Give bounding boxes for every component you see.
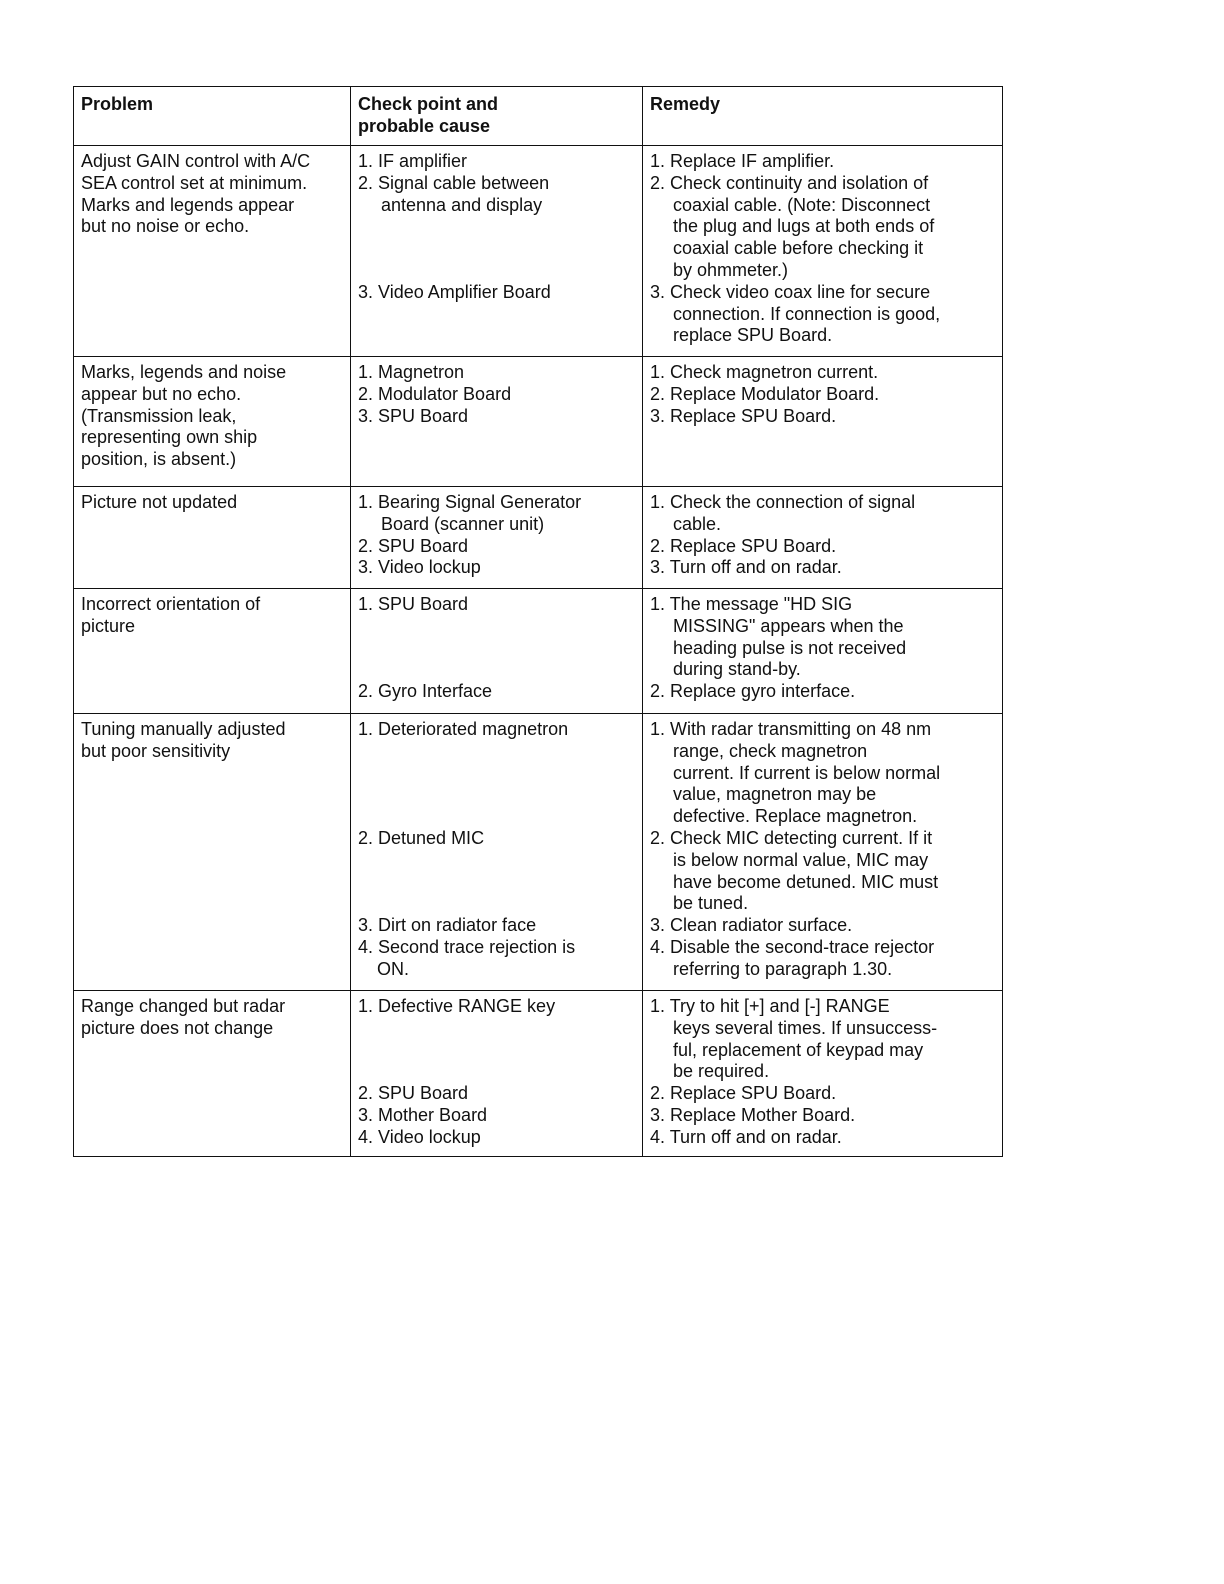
table-row bbox=[74, 990, 1002, 1156]
remedy-cell: 1. The message "HD SIG MISSING" appears when the heading pulse is not received during stand-by. 2. Replace gyro interface. bbox=[642, 589, 1002, 713]
table-row bbox=[74, 486, 1002, 588]
header-check-point: Check point and probable cause bbox=[350, 87, 642, 145]
table-row bbox=[74, 145, 1002, 356]
check-point-cell: 1. Bearing Signal Generator Board (scanner unit) 2. SPU Board 3. Video lockup bbox=[350, 487, 642, 588]
table-row bbox=[74, 356, 1002, 486]
problem-cell: Adjust GAIN control with A/C SEA control set at minimum. Marks and legends appear but no noise or echo. bbox=[81, 151, 311, 237]
problem-cell: Incorrect orientation of picture bbox=[81, 594, 261, 636]
problem-cell: Picture not updated bbox=[81, 492, 238, 512]
check-point-cell: 1. Deteriorated magnetron 2. Detuned MIC 3. Dirt on radiator face 4. Second trace rejection is ON. bbox=[350, 714, 642, 990]
header-remedy: Remedy bbox=[642, 87, 1002, 145]
check-point-cell: 1. SPU Board 2. Gyro Interface bbox=[350, 589, 642, 713]
check-point-cell: 1. Magnetron 2. Modulator Board 3. SPU Board bbox=[350, 357, 642, 486]
table-header-row bbox=[74, 87, 1002, 145]
problem-cell: Marks, legends and noise appear but no echo. (Transmission leak, representing own ship position, is absent.) bbox=[81, 362, 287, 470]
table-row bbox=[74, 713, 1002, 990]
troubleshooting-table bbox=[73, 86, 1003, 1157]
problem-cell: Range changed but radar picture does not change bbox=[81, 996, 286, 1038]
problem-cell: Tuning manually adjusted but poor sensitivity bbox=[81, 719, 286, 761]
remedy-cell: 1. Replace IF amplifier. 2. Check continuity and isolation of coaxial cable. (Note: Disconnect the plug and lugs at both ends of coaxial cable before checking it by ohmmeter.) 3. Check video coax line for secure connection. If connection is good, replace SPU Board. bbox=[642, 146, 1002, 356]
check-point-cell: 1. IF amplifier 2. Signal cable between antenna and display 3. Video Amplifier Board bbox=[350, 146, 642, 356]
remedy-cell: 1. Check magnetron current. 2. Replace Modulator Board. 3. Replace SPU Board. bbox=[642, 357, 1002, 486]
header-problem: Problem bbox=[81, 94, 154, 114]
check-point-cell: 1. Defective RANGE key 2. SPU Board 3. Mother Board 4. Video lockup bbox=[350, 991, 642, 1156]
remedy-cell: 1. Try to hit [+] and [-] RANGE keys several times. If unsuccess- ful, replacement of keypad may be required. 2. Replace SPU Board. 3. Replace Mother Board. 4. Turn off and on radar. bbox=[642, 991, 1002, 1156]
remedy-cell: 1. Check the connection of signal cable. 2. Replace SPU Board. 3. Turn off and on radar. bbox=[642, 487, 1002, 588]
remedy-cell: 1. With radar transmitting on 48 nm range, check magnetron current. If current is below normal value, magnetron may be defective. Replace magnetron. 2. Check MIC detecting current. If it is below normal value, MIC may have become detuned. MIC must be tuned. 3. Clean radiator surface. 4. Disable the second-trace rejector referring to paragraph 1.30. bbox=[642, 714, 1002, 990]
table-row bbox=[74, 588, 1002, 713]
